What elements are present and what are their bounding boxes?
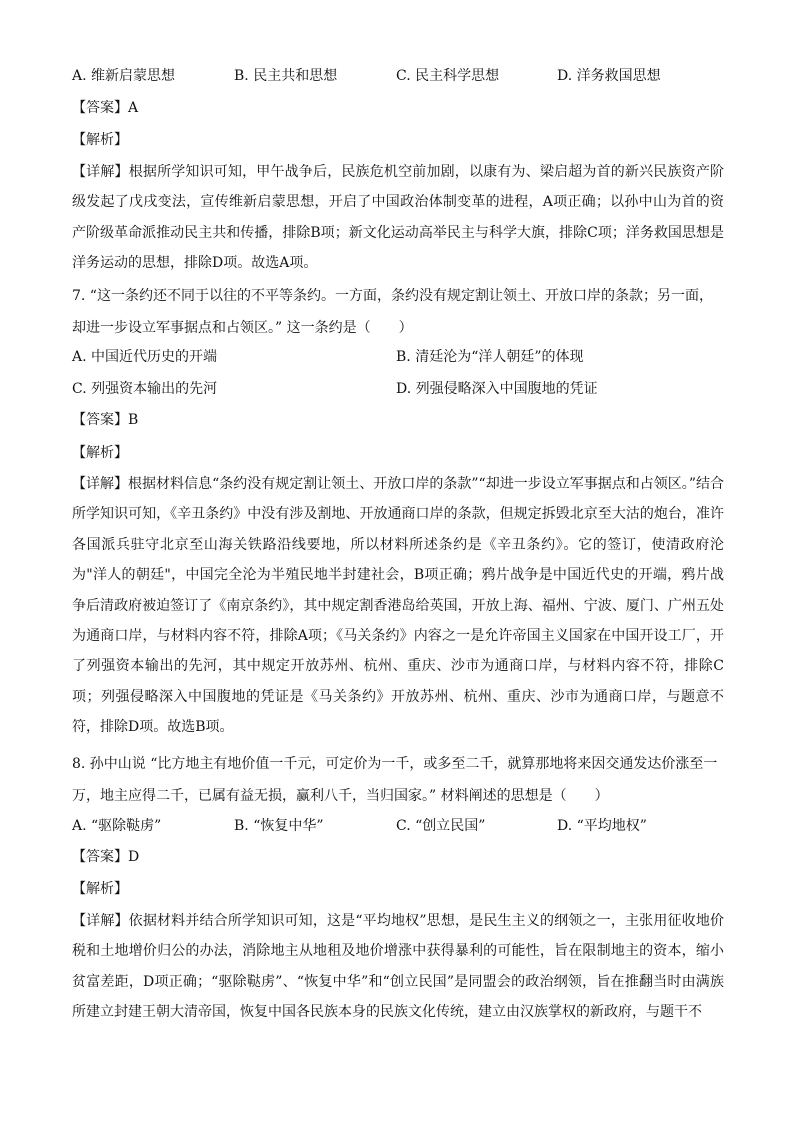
q7-detail: 【详解】根据材料信息“条约没有规定割让领土、开放口岸的条款”“却进一步设立军事据点和占领区。”结合所学知识可知，《辛丑条约》中没有涉及割地、开放通商口岸的条款，但规定拆毁北京至大沽的炮台，准许各国派兵驻守北京至山海关铁路沿线要地，所以材料所述条约是《辛丑条约》。它的签订，使清政府沦为"洋人的朝廷"，中国完全沦为半殖民地半封建社会，B项正确；鸦片战争是中国近代史的开端，鸦片战争后清政府被迫签订了《南京条约》，其中规定割香港岛给英国，开放上海、福州、宁波、厦门、广州五处为通商口岸，与材料内容不符，排除A项；《马关条约》内容之一是允许帝国主义国家在中国开设工厂，开了列强资本输出的先河，其中规定开放苏州、杭州、重庆、沙市为通商口岸，与材料内容不符，排除C项；列强侵略深入中国腹地的凭证是《马关条约》开放苏州、杭州、重庆、沙市为通商口岸，与题意不符，排除D项。故选B项。 <box>72 476 724 736</box>
q7-option-b: B. 清廷沦为“洋人朝廷”的体现 <box>396 349 584 365</box>
q6-option-d: D. 洋务救国思想 <box>557 68 661 84</box>
q7-answer: 【答案】B <box>72 412 139 428</box>
q8-analysis-label: 【解析】 <box>72 881 128 897</box>
q8-detail: 【详解】依据材料并结合所学知识可知，这是“平均地权”思想，是民生主义的纲领之一，主张用征收地价税和土地增价归公的办法，消除地主从地租及地价增涨中获得暴利的可能性，旨在限制地主的资本，缩小贫富差距，D项正确；“驱除鞑虏”、“恢复中华”和“创立民国”是同盟会的政治纲领，旨在推翻当时由满族所建立封建王朝大清帝国，恢复中国各民族本身的民族文化传统，建立由汉族掌权的新政府，与题干不 <box>72 913 724 1021</box>
q6-option-a: A. 维新启蒙思想 <box>72 68 176 84</box>
q6-detail: 【详解】根据所学知识可知，甲午战争后，民族危机空前加剧，以康有为、梁启超为首的新兴民族资产阶级发起了戊戌变法，宣传维新启蒙思想，开启了中国政治体制变革的进程，A项正确；以孙中山为首的资产阶级革命派推动民主共和传播，排除B项；新文化运动高举民主与科学大旗，排除C项；洋务救国思想是洋务运动的思想，排除D项。故选A项。 <box>72 164 724 272</box>
q7-option-a: A. 中国近代历史的开端 <box>72 349 218 365</box>
q8-option-a: A. “驱除鞑虏” <box>72 818 162 834</box>
q7-analysis-label: 【解析】 <box>72 445 128 461</box>
q8-option-d: D. “平均地权” <box>557 818 647 834</box>
q7-question: 7. “这一条约还不同于以往的不平等条约。一方面，条约没有规定割让领土、开放口岸的条款；另一面，却进一步设立军事据点和占领区。” 这一条约是（ ） <box>72 288 713 336</box>
q6-option-b: B. 民主共和思想 <box>234 68 338 84</box>
q7-option-d: D. 列强侵略深入中国腹地的凭证 <box>396 381 598 397</box>
q6-answer: 【答案】A <box>72 100 139 116</box>
q6-analysis-label: 【解析】 <box>72 132 128 148</box>
q8-option-b: B. “恢复中华” <box>234 818 324 834</box>
q8-option-c: C. “创立民国” <box>396 818 486 834</box>
q7-option-c: C. 列强资本输出的先河 <box>72 381 218 397</box>
q6-option-c: C. 民主科学思想 <box>396 68 500 84</box>
q8-answer: 【答案】D <box>72 849 140 865</box>
q8-question: 8. 孙中山说 “比方地主有地价值一千元，可定价为一千，或多至二千，就算那地将来因交通发达价涨至一万，地主应得二千，已属有益无损，赢利八千，当归国家。” 材料阐述的思想是（ ） <box>72 756 718 804</box>
